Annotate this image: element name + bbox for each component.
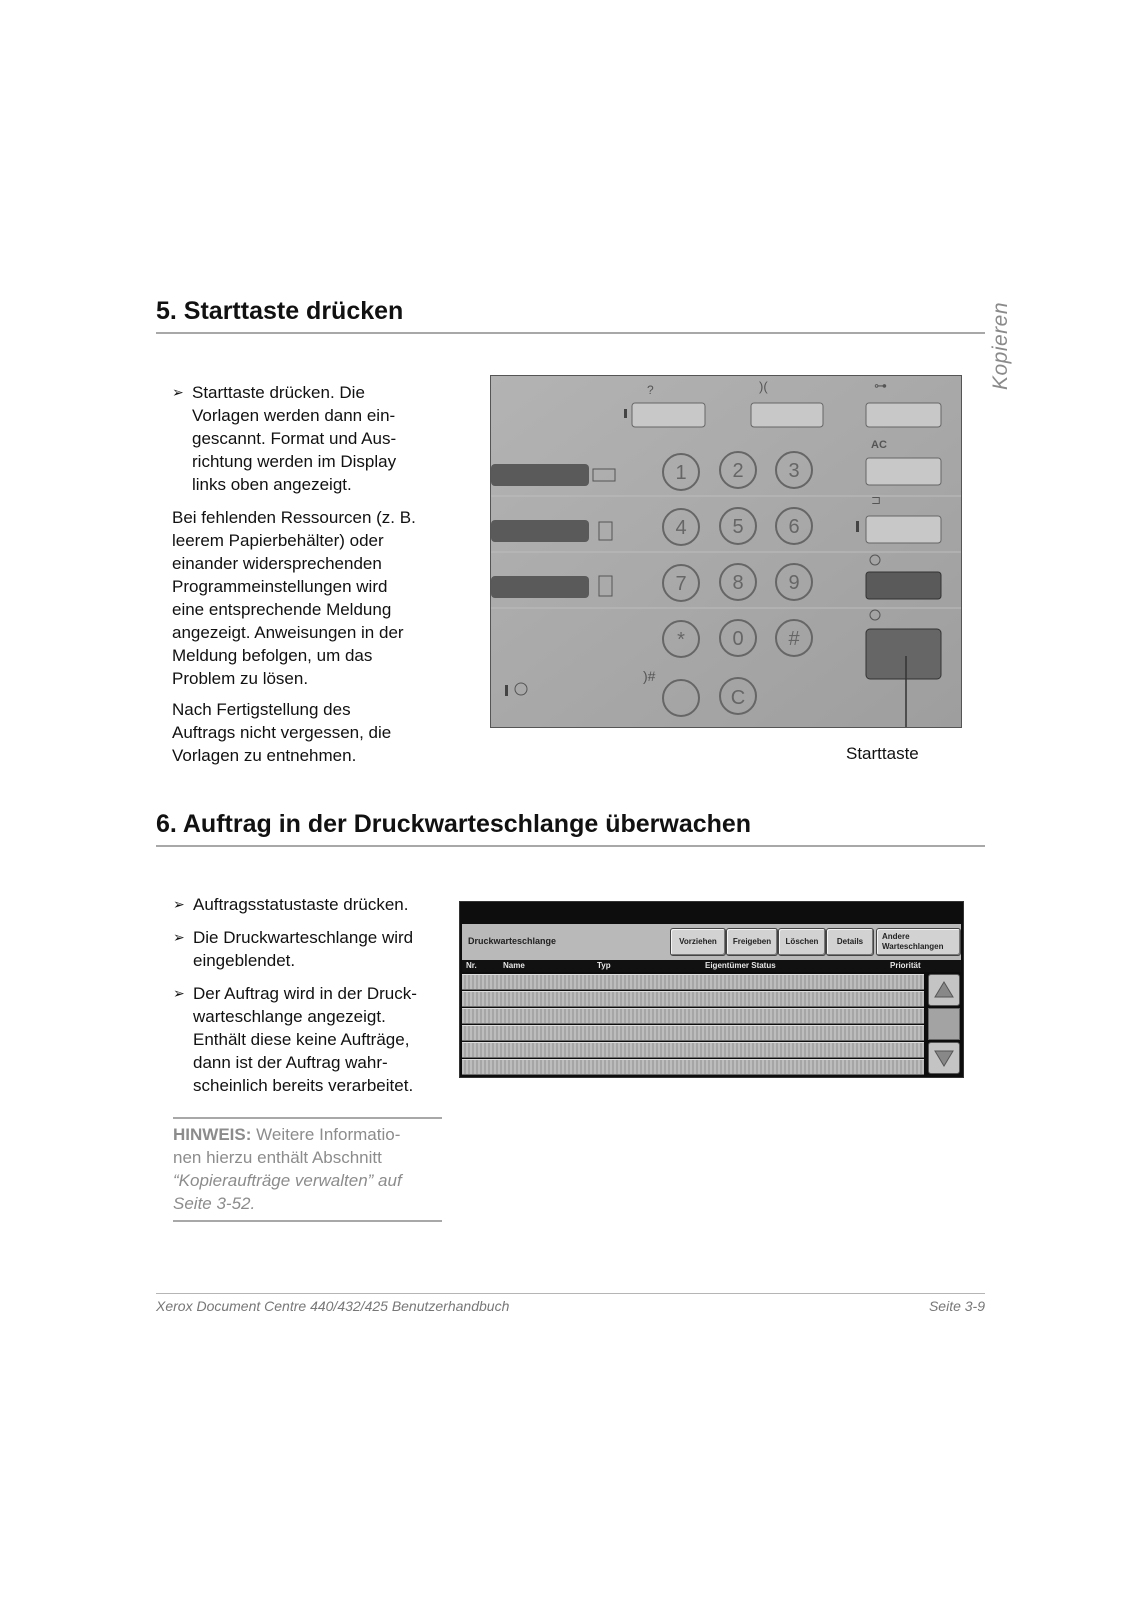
arrow-bullet-icon: ➢	[173, 929, 185, 945]
section-6-text	[173, 893, 463, 1107]
queue-title: Druckwarteschlange	[468, 936, 557, 946]
section-6-heading: 6. Auftrag in der Druckwarteschlange überwachen	[156, 810, 752, 838]
bullet-item: ➢ Der Auftrag wird in der Druck- warteschlange angezeigt. Enthält diese keine Aufträge, dann ist der Auftrag wahr- scheinlich bereits verarbeitet.	[173, 984, 417, 1095]
paragraph-remove-originals: Nach Fertigstellung des Auftrags nicht vergessen, die Vorlagen zu entnehmen.	[172, 700, 392, 765]
arrow-bullet-icon: ➢	[172, 384, 184, 400]
bullet-item: ➢ Die Druckwarteschlange wird eingeblendet.	[173, 928, 414, 970]
help-symbol: ?	[647, 383, 654, 397]
section-5-heading: 5. Starttaste drücken	[156, 297, 404, 325]
section-5-rule	[156, 332, 985, 334]
note-label: HINWEIS:	[173, 1125, 252, 1144]
svg-text:6: 6	[788, 516, 800, 538]
svg-text:9: 9	[788, 572, 800, 594]
svg-text:)#: )#	[643, 668, 656, 684]
scroll-track[interactable]	[928, 1008, 960, 1040]
queue-row[interactable]	[462, 1025, 924, 1041]
stop-button	[866, 572, 941, 599]
bullet-item: ➢ Starttaste drücken. Die Vorlagen werden dann ein- gescannt. Format und Aus- richtung werden im Display links oben angezeigt.	[172, 383, 397, 494]
bullet-item: ➢ Auftragsstatustaste drücken.	[173, 895, 409, 914]
svg-text:3: 3	[788, 460, 800, 482]
queue-row[interactable]	[462, 974, 924, 990]
promote-button[interactable]: Vorziehen	[670, 928, 726, 956]
control-panel-illustration	[491, 376, 961, 727]
svg-text:#: #	[788, 628, 800, 650]
arrow-bullet-icon: ➢	[173, 896, 185, 912]
svg-text:5: 5	[732, 516, 744, 538]
column-priority: Priorität	[890, 961, 921, 970]
svg-text:8: 8	[732, 572, 744, 594]
svg-text:2: 2	[732, 460, 744, 482]
footer-rule	[156, 1293, 985, 1294]
column-type: Typ	[597, 961, 611, 970]
footer-page-number: Seite 3-9	[928, 1298, 985, 1314]
arrow-bullet-icon: ➢	[173, 985, 185, 1001]
arrow-down-icon	[929, 1043, 959, 1073]
svg-text:C: C	[730, 687, 746, 709]
scroll-down-button[interactable]	[928, 1042, 960, 1074]
svg-text:0: 0	[732, 628, 744, 650]
queue-row[interactable]	[462, 1008, 924, 1024]
queue-row[interactable]	[462, 1042, 924, 1058]
column-name: Name	[503, 961, 525, 970]
help-button	[632, 403, 705, 427]
svg-text:1: 1	[675, 462, 687, 484]
delete-button[interactable]: Löschen	[778, 928, 826, 956]
other-queues-button[interactable]: Andere Warteschlangen	[876, 928, 961, 956]
column-nr: Nr.	[466, 961, 477, 970]
details-button[interactable]: Details	[826, 928, 874, 956]
clear-all-button	[866, 458, 941, 485]
arrow-up-icon	[929, 975, 959, 1005]
section-5-bullets	[172, 381, 462, 496]
side-tab-label: Kopieren	[989, 301, 1012, 391]
release-button[interactable]: Freigeben	[726, 928, 778, 956]
section-6-bullets	[173, 893, 463, 1097]
clear-all-label: AC	[871, 439, 887, 451]
control-panel-photo	[490, 375, 962, 728]
svg-text:7: 7	[675, 573, 687, 595]
footer-title: Xerox Document Centre 440/432/425 Benutzerhandbuch	[156, 1298, 510, 1314]
print-queue-screen	[459, 901, 964, 1078]
scroll-up-button[interactable]	[928, 974, 960, 1006]
note-box: HINWEIS: Weitere Informatio- nen hierzu enthält Abschnitt “Kopieraufträge verwalten” auf Seite 3-52.	[173, 1117, 442, 1222]
pause-button	[866, 516, 941, 543]
column-owner-status: Eigentümer Status	[705, 961, 776, 970]
pause-symbol: ⊐	[871, 493, 882, 507]
queue-toolbar	[462, 924, 961, 960]
start-button	[866, 629, 941, 679]
queue-row[interactable]	[462, 991, 924, 1007]
access-button	[866, 403, 941, 427]
queue-column-header	[462, 960, 961, 972]
svg-text:*: *	[677, 629, 685, 651]
interrupt-button	[751, 403, 823, 427]
note-reference-link[interactable]: “Kopieraufträge verwalten” auf	[173, 1171, 402, 1190]
svg-text:4: 4	[675, 517, 687, 539]
side-tab	[987, 300, 1017, 400]
queue-row[interactable]	[462, 1059, 924, 1075]
access-symbol: ⊶	[874, 378, 887, 393]
section-5-text	[172, 381, 462, 775]
section-6-rule	[156, 845, 985, 847]
paragraph-resources: Bei fehlenden Ressourcen (z. B. leerem Papierbehälter) oder einander widersprechenden Programmeinstellungen wird eine entsprechende Meldung angezeigt. Anweisungen in der Meldung befolgen, um das Problem zu lösen.	[172, 508, 416, 688]
start-button-callout: Starttaste	[846, 744, 919, 763]
interrupt-symbol: )(	[759, 379, 768, 394]
